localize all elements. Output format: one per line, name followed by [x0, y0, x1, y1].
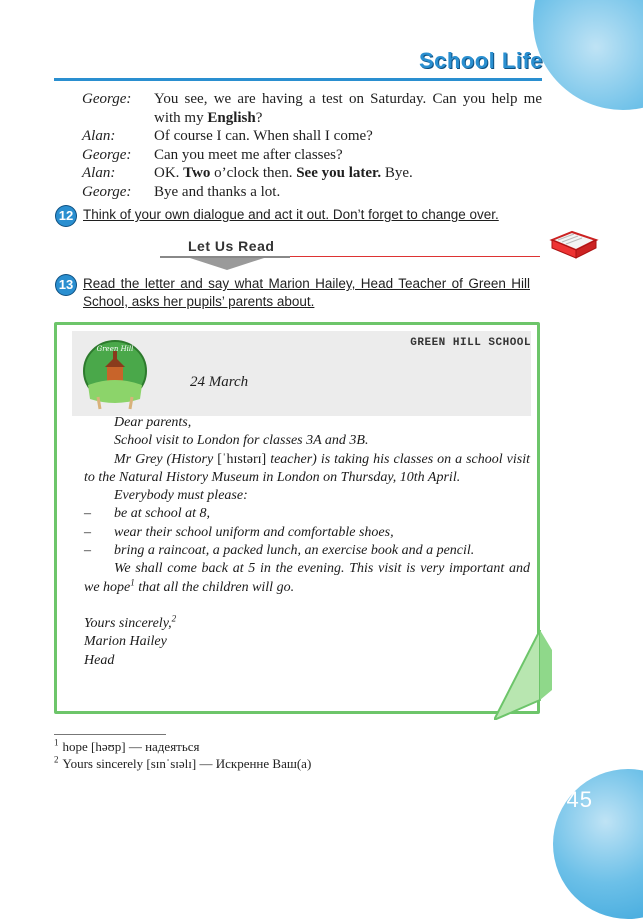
- exercise-12-text: Think of your own dialogue and act it out. Don’t forget to change over.: [83, 207, 499, 222]
- letter-list-item: – bring a raincoat, a packed lunch, an exercise book and a pencil.: [84, 543, 475, 559]
- school-name: GREEN HILL SCHOOL: [410, 337, 531, 349]
- salutation: Dear parents,: [114, 415, 192, 430]
- letter-closing: Yours sincerely,$^2$: [84, 613, 177, 631]
- heading-rule-red: [290, 256, 540, 257]
- dialogue-line: OK. Two o’clock then. See you later. Bye.: [154, 165, 413, 181]
- dialogue-row: [82, 183, 542, 202]
- section-title: School Life: [418, 48, 543, 73]
- letter-list: [84, 505, 530, 560]
- dialogue-line: You see, we are having a test on Saturday. Can you help me with my English?: [154, 91, 542, 126]
- letter-intro: Everybody must please:: [114, 488, 248, 504]
- school-logo: [80, 337, 150, 411]
- speaker-name: Alan:: [82, 165, 116, 181]
- dialogue-row: [82, 127, 542, 146]
- letter-paragraph-2: We shall come back at 5 in the evening. This visit is very important and we hope$^1$ that all the children will go.: [84, 561, 530, 595]
- letter-list-item: – wear their school uniform and comfortable shoes,: [84, 524, 394, 540]
- letter-list-item: – be at school at 8,: [84, 506, 211, 522]
- footnote: $^1$ hope [həʊp] — надеяться: [54, 737, 200, 754]
- letter-body: [84, 414, 530, 670]
- dialogue: [82, 90, 542, 201]
- letter-paragraph-1: Mr Grey (History [ˈhɪstərɪ] teacher) is taking his classes on a school visit to the Natural History Museum in London on Thursday, 10th April.: [84, 451, 530, 485]
- down-arrow-icon: [190, 258, 264, 270]
- footnotes: [54, 738, 434, 772]
- dialogue-row: [82, 90, 542, 127]
- corner-decoration-top: [533, 0, 643, 110]
- letter-subject: School visit to London for classes 3A and 3B.: [114, 433, 369, 449]
- speaker-name: George:: [82, 183, 132, 200]
- logo-text: Green Hill: [96, 345, 134, 353]
- dialogue-row: [82, 146, 542, 165]
- speaker-name: George:: [82, 146, 132, 163]
- title-rule: [54, 78, 542, 81]
- signature-name: Marion Hailey: [84, 634, 167, 650]
- exercise-13-text: Read the letter and say what Marion Hailey, Head Teacher of Green Hill School, asks her pupils’ parents about.: [83, 276, 530, 309]
- book-icon: [548, 226, 600, 266]
- exercise-13-number: 13: [56, 275, 76, 295]
- footnote: $^2$ Yours sincerely [sɪnˈsɪəlɪ] — Искренне Ваш(а): [54, 754, 312, 771]
- speaker-name: George:: [82, 91, 132, 107]
- let-us-read-heading: Let Us Read: [188, 238, 275, 254]
- signature-title: Head: [84, 652, 115, 668]
- letter-date: 24 March: [190, 374, 249, 390]
- transcription: [ˈhɪstərɪ]: [217, 451, 267, 467]
- dialogue-row: [82, 164, 542, 183]
- dialogue-line: Of course I can. When shall I come?: [154, 128, 373, 144]
- exercise-12-number: 12: [56, 206, 76, 226]
- footnote-rule: [54, 734, 166, 735]
- dialogue-line: Bye and thanks a lot.: [154, 183, 281, 200]
- speaker-name: Alan:: [82, 128, 116, 144]
- page-number: 45: [566, 787, 593, 812]
- dialogue-line: Can you meet me after classes?: [154, 146, 343, 163]
